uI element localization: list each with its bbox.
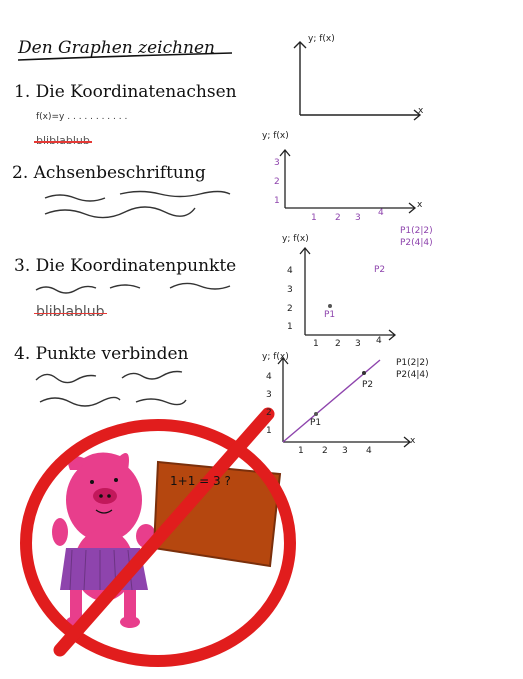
graph-4-y-tick: 2	[266, 408, 272, 418]
graph-1-axes	[294, 42, 420, 120]
step-4-label: 4. Punkte verbinden	[14, 344, 189, 364]
scribble	[120, 192, 230, 197]
step-2-label: 2. Achsenbeschriftung	[12, 163, 206, 183]
graph-2-x-tick: 1	[311, 213, 317, 223]
graph-2-x-tick: 4	[378, 208, 384, 218]
graph-4-point-p1	[314, 412, 318, 416]
step-1-label: 1. Die Koordinatenachsen	[14, 82, 237, 102]
graph-3-x-tick: 1	[313, 339, 319, 349]
graph-3-y-label: y; f(x)	[282, 234, 309, 244]
scribble	[110, 285, 140, 288]
scribble	[45, 207, 195, 218]
graph-2-y-tick: 3	[274, 158, 280, 168]
graph-3-y-tick: 3	[287, 285, 293, 295]
graph-4-y-tick: 3	[266, 390, 272, 400]
graph-3-y-tick: 4	[287, 266, 293, 276]
graph-3-point-label-p1: P1	[324, 310, 336, 320]
graph-3-point-label-p2: P2	[374, 265, 386, 275]
graph-1-y-label: y; f(x)	[308, 34, 335, 44]
graph-4-point-label-p1: P1	[310, 418, 322, 428]
graph-3-x-tick: 2	[335, 339, 341, 349]
graph-3-y-tick: 1	[287, 322, 293, 332]
step-1-subtext: f(x)=y . . . . . . . . . . .	[36, 112, 128, 122]
scribble	[136, 399, 186, 405]
graph-2-x-tick: 2	[335, 213, 341, 223]
scribble	[45, 195, 105, 201]
graph-3-point-p1	[328, 304, 332, 308]
graph-4-x-label: x	[410, 436, 416, 446]
graph-3-y-tick: 2	[287, 304, 293, 314]
graph-3-legend-p1: P1(2|2)	[400, 226, 433, 236]
sign-text: 1+1 = 3 ?	[170, 474, 231, 488]
graph-3-x-tick: 3	[355, 339, 361, 349]
graph-4-y-tick: 1	[266, 426, 272, 436]
scribble	[170, 283, 230, 289]
graph-3-legend-p2: P2(4|4)	[400, 238, 433, 248]
graph-4-legend-p1: P1(2|2)	[396, 358, 429, 368]
graph-4-x-tick: 2	[322, 446, 328, 456]
graph-2-y-label: y; f(x)	[262, 131, 289, 141]
scribble	[122, 372, 182, 380]
page-title: Den Graphen zeichnen	[18, 38, 216, 58]
graph-4-x-tick: 4	[366, 446, 372, 456]
scribble	[40, 397, 120, 406]
graph-4-x-tick: 1	[298, 446, 304, 456]
graph-4-point-label-p2: P2	[362, 380, 374, 390]
graph-3-x-tick: 4	[376, 336, 382, 346]
graph-4-point-p2	[362, 371, 366, 375]
scribble	[36, 374, 96, 382]
graph-4-axes	[278, 358, 410, 447]
graph-3-axes	[300, 248, 395, 340]
graph-2-y-tick: 2	[274, 177, 280, 187]
graph-1-x-label: x	[418, 106, 424, 116]
title-underline	[18, 53, 232, 60]
graph-2-axes	[280, 150, 415, 213]
graph-4-y-tick: 4	[266, 372, 272, 382]
graph-4-legend-p2: P2(4|4)	[396, 370, 429, 380]
graph-2-y-tick: 1	[274, 196, 280, 206]
step-3-label: 3. Die Koordinatenpunkte	[14, 256, 237, 276]
graph-4-y-label: y; f(x)	[262, 352, 289, 362]
scribble	[36, 286, 96, 293]
graph-2-x-tick: 3	[355, 213, 361, 223]
graph-4-x-tick: 3	[342, 446, 348, 456]
graph-2-x-label: x	[417, 200, 423, 210]
